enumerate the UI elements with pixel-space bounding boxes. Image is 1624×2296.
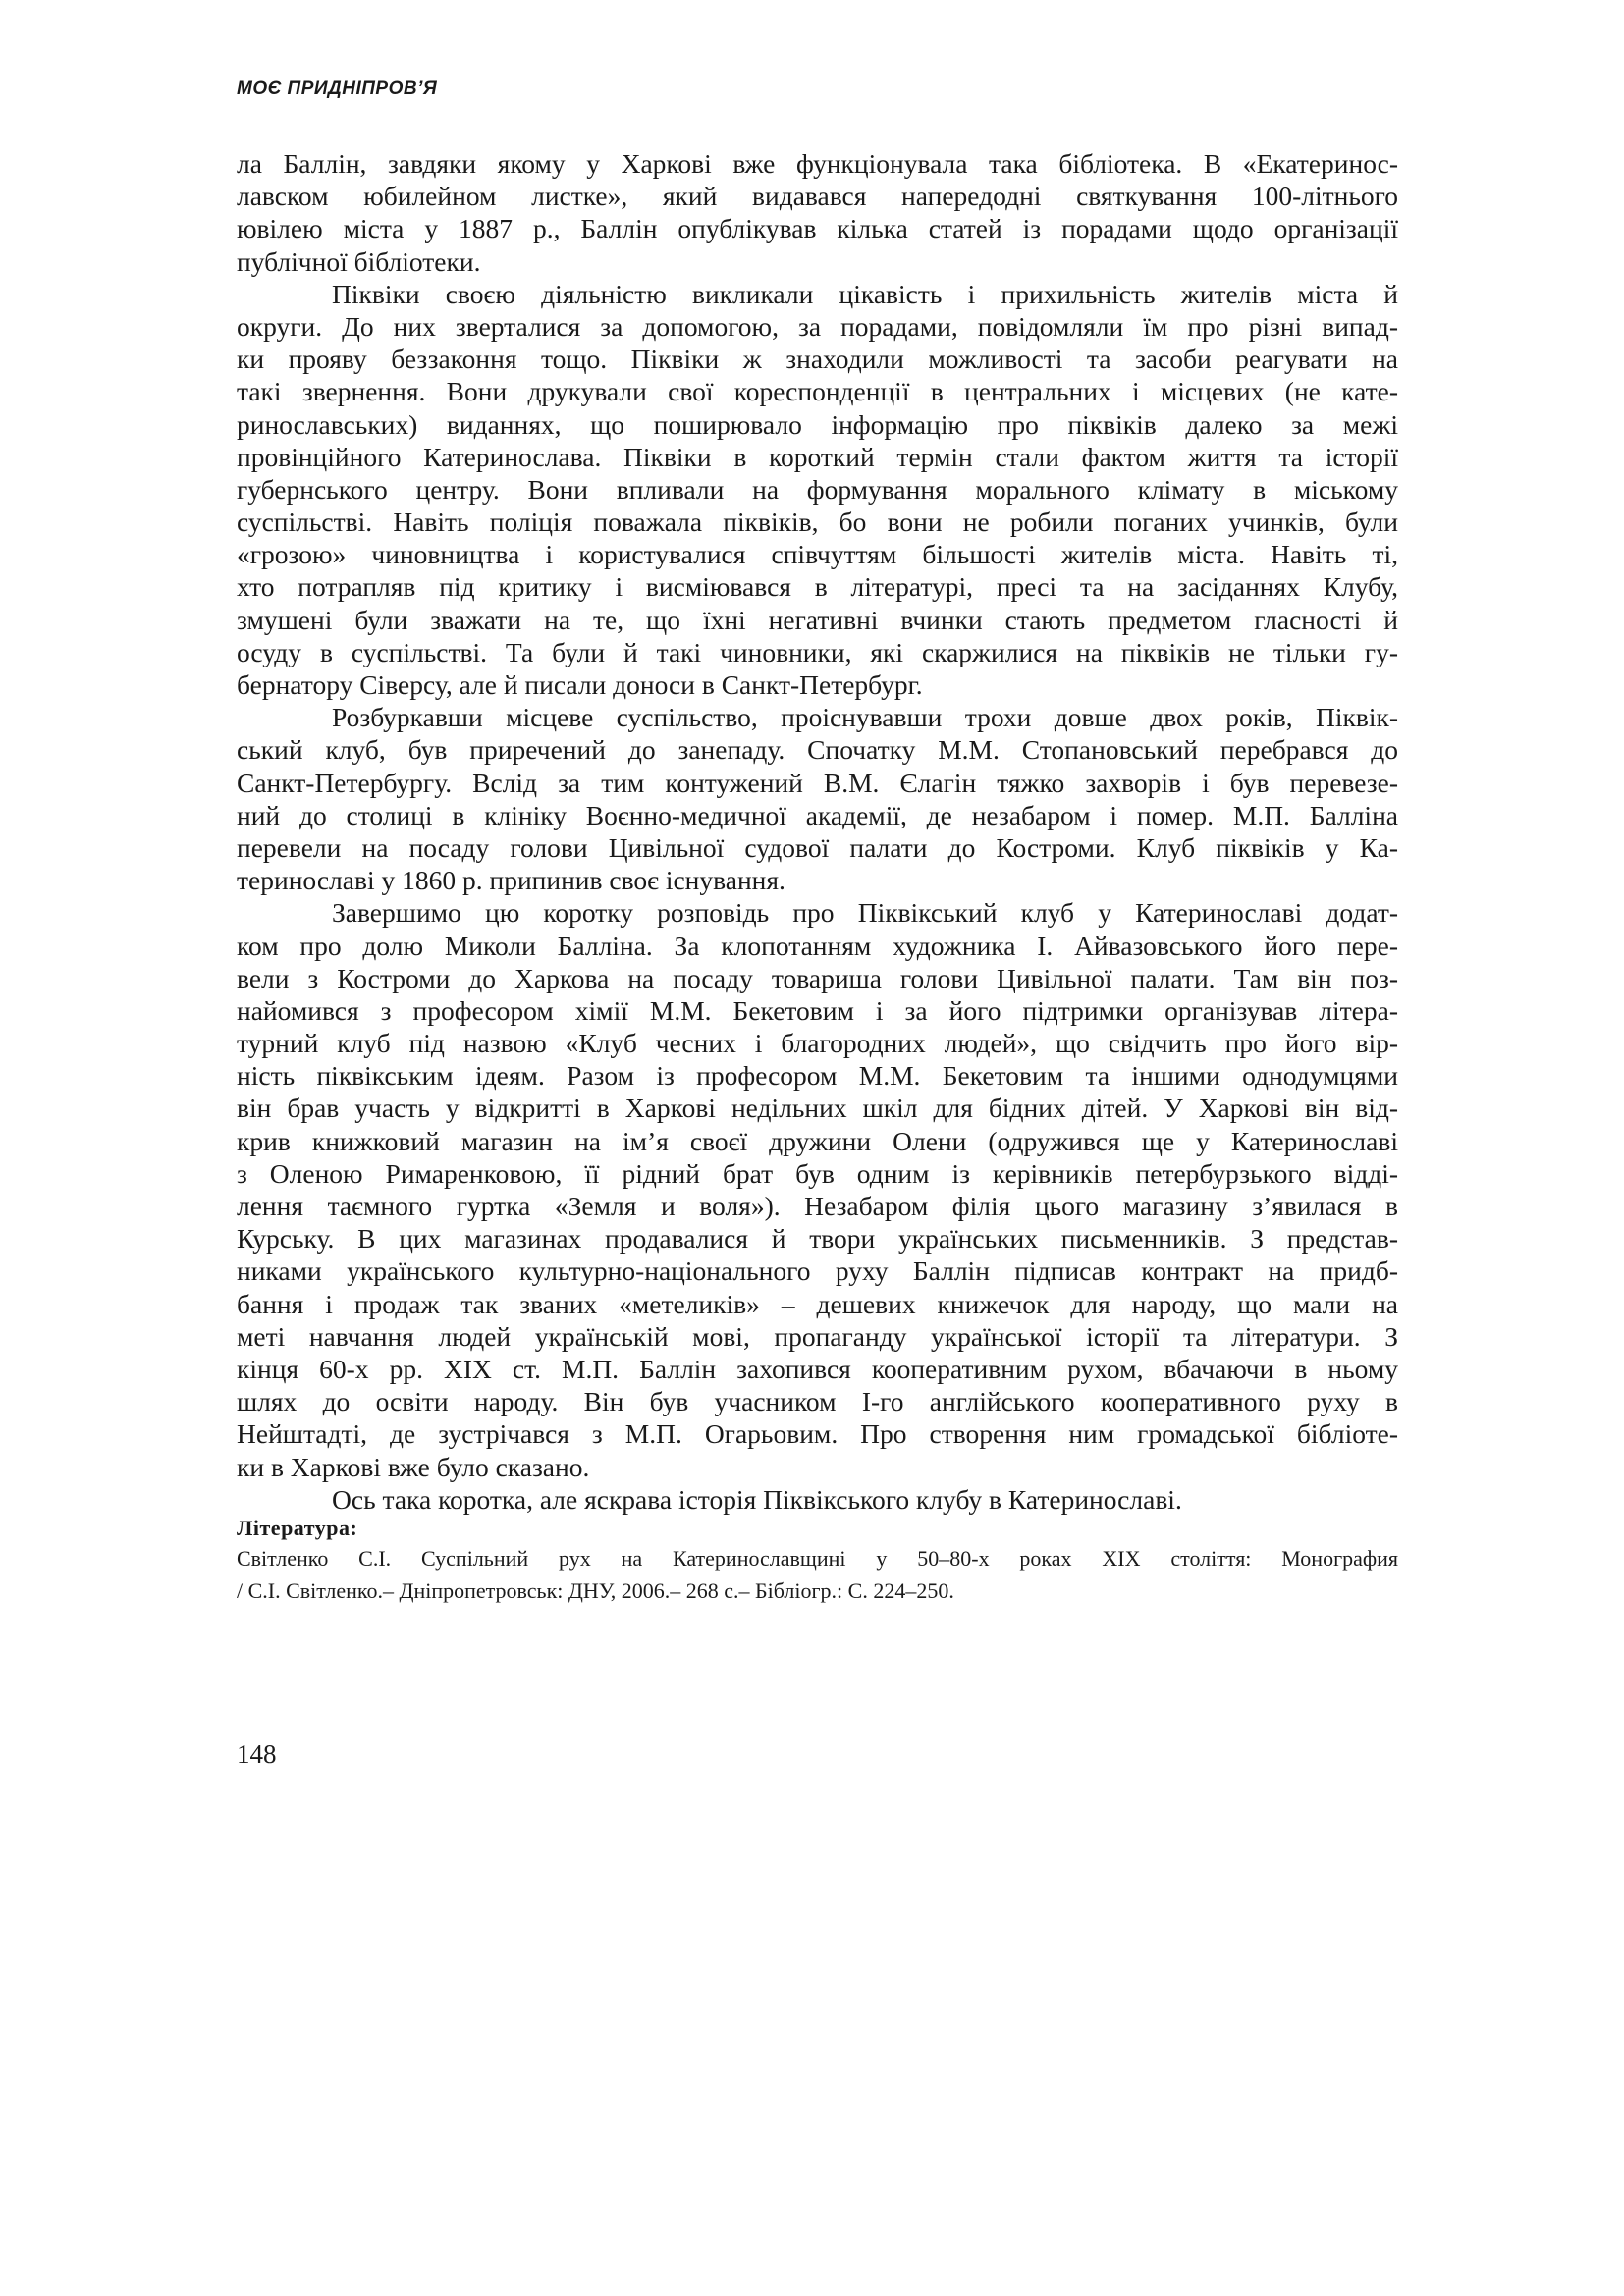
paragraph-first-line: Розбуркавши місцеве суспільство, проіснувавши трохи довше двох років, Піквік- bbox=[332, 702, 1398, 733]
text-line: вели з Костроми до Харкова на посаду товариша голови Цивільної палати. Там він поз- bbox=[237, 962, 1398, 993]
running-title: МОЄ ПРИДНІПРОВ’Я bbox=[237, 79, 438, 99]
text-line: ки прояву беззаконня тощо. Піквіки ж знаходили можливості та засоби реагувати на bbox=[237, 344, 1398, 375]
reference-line: / С.І. Світленко.– Дніпропетровськ: ДНУ, 2006.– 268 с.– Бібліогр.: С. 224–250. bbox=[237, 1578, 954, 1604]
text-line: округи. До них зверталися за допомогою, за порадами, повідомляли їм про різні випад- bbox=[237, 310, 1398, 342]
closing-paragraph: Ось така коротка, але яскрава історія Піквікського клубу в Катеринославі. bbox=[332, 1483, 1182, 1515]
text-line: меті навчання людей українській мові, пропаганду української історії та літератури. З bbox=[237, 1320, 1398, 1352]
text-line: ринославських) виданнях, що поширювало інформацію про піквіків далеко за межі bbox=[237, 408, 1398, 440]
text-line: ки в Харкові вже було сказано. bbox=[237, 1451, 590, 1482]
paragraph-first-line: Завершимо цю коротку розповідь про Піквікський клуб у Катеринославі додат- bbox=[332, 897, 1398, 929]
text-line: никами українського культурно-національного руху Баллін підписав контракт на придб- bbox=[237, 1255, 1398, 1287]
text-line: ком про долю Миколи Балліна. За клопотанням художника І. Айвазовського його пере- bbox=[237, 930, 1398, 961]
text-line: бання і продаж так званих «метеликів» – дешевих книжечок для народу, що мали на bbox=[237, 1288, 1398, 1319]
text-line: з Оленою Римаренковою, її рідний брат був одним із керівників петербурзького відді- bbox=[237, 1157, 1398, 1189]
text-line: теринославі у 1860 р. припинив своє існування. bbox=[237, 865, 785, 896]
text-line: лавском юбилейном листке», який видавався напередодні святкування 100-літнього bbox=[237, 181, 1398, 212]
text-line: осуду в суспільстві. Та були й такі чиновники, які скаржилися на піквіків не тільки гу- bbox=[237, 636, 1398, 667]
text-line: лення таємного гуртка «Земля и воля»). Незабаром філія цього магазину з’явилася в bbox=[237, 1191, 1398, 1221]
text-line: кінця 60-х рр. XIX ст. М.П. Баллін захопився кооперативним рухом, вбачаючи в ньому bbox=[237, 1353, 1398, 1384]
text-line: суспільстві. Навіть поліція поважала піквіків, бо вони не робили поганих учинків, були bbox=[237, 507, 1398, 538]
text-line: такі звернення. Вони друкували свої кореспонденції в центральних і місцевих (не кате- bbox=[237, 376, 1398, 407]
text-line: крив книжковий магазин на ім’я своєї дружини Олени (одружився ще у Катеринославі bbox=[237, 1125, 1398, 1156]
text-line: Санкт-Петербургу. Вслід за тим контужений В.М. Єлагін тяжко захворів і був перевезе- bbox=[237, 767, 1398, 798]
text-line: Курську. В цих магазинах продавалися й твори українських письменників. З представ- bbox=[237, 1223, 1398, 1255]
text-line: найомився з професором хімії М.М. Бекетовим і за його підтримки організував літера- bbox=[237, 994, 1398, 1026]
text-line: провінційного Катеринослава. Піквіки в короткий термін стали фактом життя та історії bbox=[237, 441, 1398, 472]
text-line: він брав участь у відкритті в Харкові недільних шкіл для бідних дітей. У Харкові він від- bbox=[237, 1093, 1398, 1124]
text-line: Нейштадті, де зустрічався з М.П. Огарьовим. Про створення ним громадської бібліоте- bbox=[237, 1418, 1398, 1450]
text-line: змушені були зважати на те, що їхні негативні вчинки стають предметом гласності й bbox=[237, 604, 1398, 635]
text-line: ність піквікським ідеям. Разом із професором М.М. Бекетовим та іншими однодумцями bbox=[237, 1060, 1398, 1092]
literature-heading: Література: bbox=[237, 1515, 358, 1540]
reference-line: Світленко С.І. Суспільний рух на Катеринославщині у 50–80-х роках XIX століття: Монография bbox=[237, 1545, 1398, 1571]
text-line: губернського центру. Вони впливали на формування морального клімату в міському bbox=[237, 473, 1398, 505]
text-line: турний клуб під назвою «Клуб чесних і благородних людей», що свідчить про його вір- bbox=[237, 1028, 1398, 1059]
text-line: ла Баллін, завдяки якому у Харкові вже функціонувала така бібліотека. В «Екатеринос- bbox=[237, 148, 1398, 179]
article-body bbox=[237, 147, 1398, 1608]
text-line: ювілею міста у 1887 р., Баллін опублікував кілька статей із порадами щодо організації bbox=[237, 213, 1398, 244]
text-line: «грозою» чиновництва і користувалися співчуттям більшості жителів міста. Навіть ті, bbox=[237, 539, 1398, 570]
text-line: публічної бібліотеки. bbox=[237, 245, 481, 277]
text-line: ний до столиці в клініку Воєнно-медичної академії, де незабаром і помер. М.П. Балліна bbox=[237, 799, 1398, 830]
text-line: ський клуб, був приречений до занепаду. Спочатку М.М. Стопановський перебрався до bbox=[237, 734, 1398, 766]
text-line: хто потрапляв під критику і висміювався в літературі, пресі та на засіданнях Клубу, bbox=[237, 571, 1398, 603]
paragraph-first-line: Піквіки своєю діяльністю викликали цікавість і прихильність жителів міста й bbox=[332, 278, 1398, 309]
page-number: 148 bbox=[237, 1739, 277, 1769]
text-line: перевели на посаду голови Цивільної судової палати до Костроми. Клуб піквіків у Ка- bbox=[237, 831, 1398, 863]
text-line: шлях до освіти народу. Він був учасником І-го англійського кооперативного руху в bbox=[237, 1386, 1398, 1417]
text-line: бернатору Сіверсу, але й писали доноси в Санкт-Петербург. bbox=[237, 669, 923, 700]
